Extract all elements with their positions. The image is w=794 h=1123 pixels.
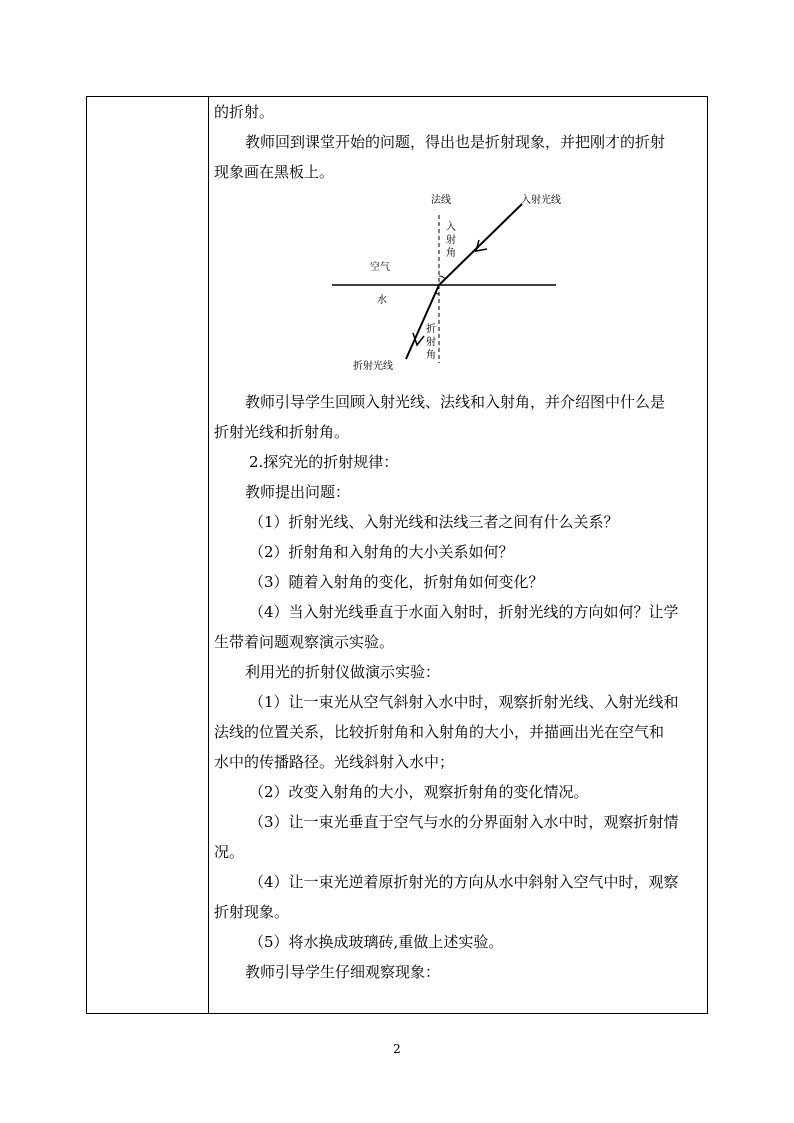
text-line: 水中的传播路径。光线斜射入水中； — [214, 753, 455, 771]
water-label: 水 — [377, 295, 387, 306]
text-line: 法线的位置关系，比较折射角和入射角的大小，并描画出光在空气和 — [214, 723, 665, 741]
text-line: （1）让一束光从空气斜射入水中时，观察折射光线、入射光线和 — [249, 693, 679, 711]
text-line: 况。 — [214, 843, 245, 861]
lesson-table — [86, 96, 708, 1014]
incident-ray-label: 入射光线 — [521, 195, 561, 206]
text-line: 教师引导学生回顾入射光线、法线和入射角，并介绍图中什么是 — [245, 393, 666, 411]
text-line: 2.探究光的折射规律： — [249, 453, 399, 471]
text-line: （4）当入射光线垂直于水面入射时，折射光线的方向如何？让学 — [249, 603, 679, 621]
content-cell — [214, 97, 704, 987]
refraction-angle-label: 折 射 角 — [426, 324, 436, 361]
text-line: （5）将水换成玻璃砖,重做上述实验。 — [249, 933, 504, 951]
normal-label: 法线 — [431, 195, 451, 206]
incident-ray-arrow-icon — [476, 240, 487, 251]
air-label: 空气 — [370, 262, 390, 273]
refracted-ray-arrow-icon — [413, 333, 424, 345]
text-line: （3）随着入射角的变化，折射角如何变化？ — [249, 573, 544, 591]
refraction-diagram-svg — [214, 187, 704, 387]
text-line: 利用光的折射仪做演示实验： — [245, 663, 441, 681]
incident-angle-label: 入 射 角 — [446, 222, 456, 259]
text-line: 折射光线和折射角。 — [214, 423, 350, 441]
incident-angle-arc — [439, 276, 445, 279]
text-line: 生带着问题观察演示实验。 — [214, 633, 395, 651]
text-line: 教师引导学生仔细观察现象： — [245, 963, 441, 981]
text-block-before — [214, 97, 704, 187]
text-line: （4）让一束光逆着原折射光的方向从水中斜射入空气中时，观察 — [249, 873, 679, 891]
text-line: 教师回到课堂开始的问题，得出也是折射现象，并把刚才的折射 — [245, 133, 666, 151]
text-line: 现象画在黑板上。 — [214, 163, 335, 181]
text-block-after — [214, 387, 704, 987]
page-number: 2 — [393, 1042, 401, 1056]
text-line: （2）折射角和入射角的大小关系如何？ — [249, 543, 514, 561]
text-line: 的折射。 — [214, 103, 275, 121]
column-divider — [208, 97, 209, 1013]
refracted-ray-label: 折射光线 — [353, 361, 393, 372]
refraction-diagram — [214, 187, 704, 387]
text-line: 折射现象。 — [214, 903, 290, 921]
text-line: 教师提出问题： — [245, 483, 351, 501]
text-line: （1）折射光线、入射光线和法线三者之间有什么关系？ — [249, 513, 619, 531]
text-line: （2）改变入射角的大小，观察折射角的变化情况。 — [249, 783, 589, 801]
text-line: （3）让一束光垂直于空气与水的分界面射入水中时，观察折射情 — [249, 813, 679, 831]
